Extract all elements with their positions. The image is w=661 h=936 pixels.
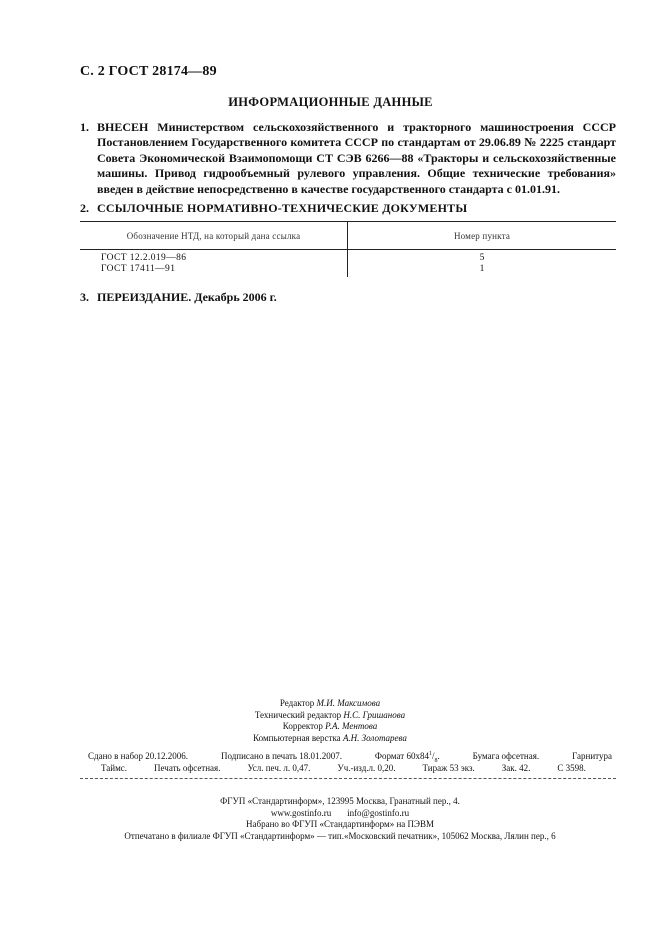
item-body [97, 120, 616, 197]
table-header-rule [80, 249, 616, 250]
credit-role: Редактор [279, 698, 315, 708]
printing-note: Отпечатано в филиале ФГУП «Стандартинформ» — тип.«Московский печатник», 105062 Москва, Лялин пер., 6 [124, 830, 556, 841]
credit-name: М.И. Максимова [316, 698, 381, 708]
info-item-1 [80, 120, 616, 197]
print-info-field: Бумага офсетная. [472, 751, 540, 761]
print-info-field: Сдано в набор 20.12.2006. [88, 751, 189, 761]
credit-role: Корректор [282, 721, 323, 732]
table-top-rule [80, 221, 616, 222]
item-number: 3. [80, 290, 89, 304]
item-text: Декабрь 2006 г. [194, 290, 277, 304]
item-number: 2. [80, 201, 89, 215]
table-header-clause: Номер пункта [453, 231, 511, 241]
table-header-document: Обозначение НТД, на который дана ссылка [126, 231, 301, 241]
credit-role: Компьютерная верстка [253, 732, 341, 743]
publisher-email: info@gostinfo.ru [347, 807, 410, 818]
print-info-field: Уч.-изд.л. 0,20. [337, 763, 396, 773]
info-item-2 [80, 201, 616, 216]
credit-line [200, 721, 460, 733]
credit-name: А.Н. Золотарева [342, 732, 407, 743]
item-body [97, 290, 616, 305]
credit-line [200, 710, 460, 722]
credit-line [200, 698, 460, 710]
print-info-field: Усл. печ. л. 0,47. [247, 763, 311, 773]
credit-name: Р.А. Ментова [325, 721, 378, 732]
credit-role: Технический редактор [254, 709, 342, 720]
print-info-field: Зак. 42. [501, 763, 531, 773]
print-info-row-1 [88, 751, 612, 764]
item-title: ССЫЛОЧНЫЕ НОРМАТИВНО-ТЕХНИЧЕСКИЕ ДОКУМЕНТЫ [97, 201, 468, 215]
section-title: ИНФОРМАЦИОННЫЕ ДАННЫЕ [228, 95, 433, 109]
publisher-contacts [60, 808, 620, 820]
print-info-field: С 3598. [557, 763, 586, 773]
print-info-field: Тираж 53 экз. [422, 763, 475, 773]
print-info-field: Подписано в печать 18.01.2007. [220, 751, 342, 761]
dashed-divider [80, 778, 616, 779]
typeset-note: Набрано во ФГУП «Стандартинформ» на ПЭВМ [246, 819, 434, 830]
publisher-info [60, 796, 620, 842]
page-header: С. 2 ГОСТ 28174—89 [80, 64, 217, 79]
table-cell-clause: 5 [479, 253, 485, 263]
credit-name: Н.С. Гришанова [343, 709, 406, 720]
credit-line [200, 733, 460, 745]
table-cell-clause: 1 [479, 264, 485, 274]
format-fraction-denominator: 8 [434, 757, 438, 764]
print-info-row-2 [88, 763, 612, 773]
item-lead: ВНЕСЕН [97, 120, 149, 134]
print-info-field: Формат 60х84 [374, 751, 429, 761]
print-info-field: Гарнитура [572, 751, 612, 761]
table-cell-document: ГОСТ 17411—91 [101, 264, 176, 274]
item-text: Министерством сельскохозяйственного и тракторного машиностроения СССР Постановлением Государственного комитета СССР по стандартам от 29.06.89 № 2225 стандарт Совета Экономической Взаимопомощи СТ СЭВ 6266—88 «Тракторы и сельскохозяйственные машины. Привод гидрообъемный рулевого управления. Общие технические требования» введен в действие непосредственно в качестве государственного стандарта с 01.01.91. [97, 120, 617, 196]
table-cell-document: ГОСТ 12.2.019—86 [101, 253, 187, 263]
publisher-address: ФГУП «Стандартинформ», 123995 Москва, Гранатный пер., 4. [220, 796, 460, 806]
info-item-3 [80, 290, 616, 305]
print-info-field: Таймс. [101, 763, 128, 773]
publisher-website: www.gostinfo.ru [270, 807, 332, 818]
print-info-format: Формат $60х84^1/_8$. [374, 751, 440, 764]
item-number: 1. [80, 120, 89, 134]
item-lead: ПЕРЕИЗДАНИЕ. [97, 290, 192, 304]
editorial-credits [200, 698, 460, 744]
format-fraction-numerator: 1 [428, 751, 432, 757]
print-info-field: Печать офсетная. [154, 763, 221, 773]
